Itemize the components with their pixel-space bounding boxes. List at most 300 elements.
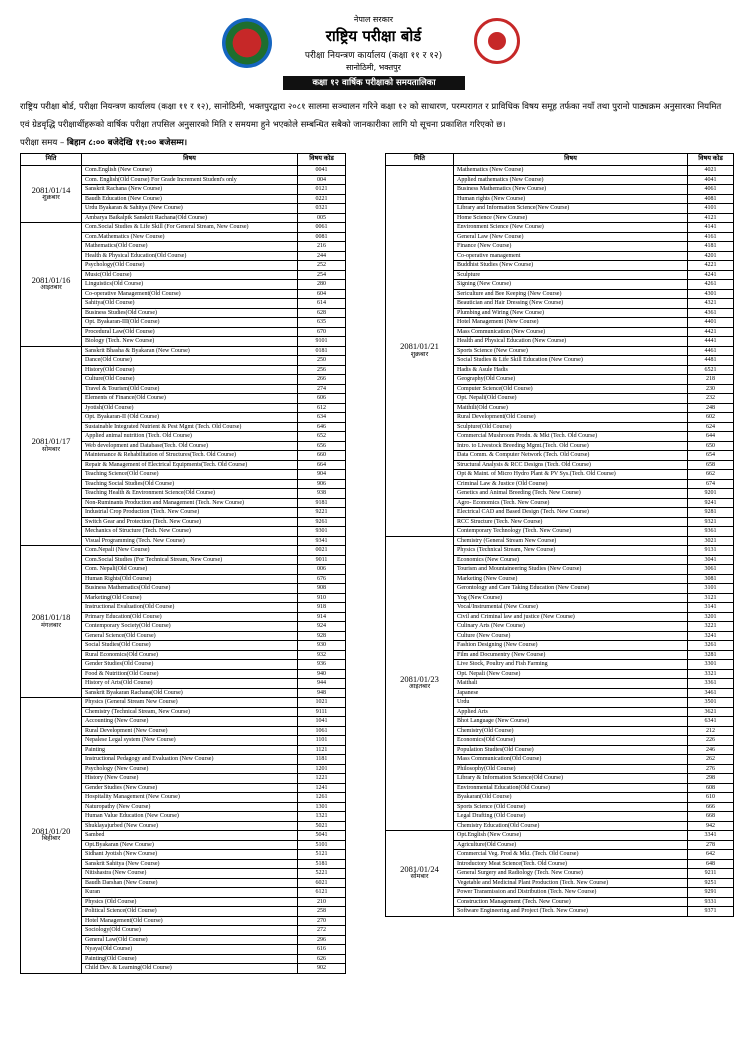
subject-code-cell: 5121: [298, 850, 346, 860]
subject-code-cell: 642: [688, 850, 734, 860]
subject-code-cell: 9371: [688, 907, 734, 917]
subject-cell: Com.Nepali (New Course): [82, 546, 298, 556]
subject-code-cell: 602: [688, 413, 734, 423]
subject-cell: Painting: [82, 745, 298, 755]
subject-code-cell: 674: [688, 479, 734, 489]
subject-code-cell: 606: [298, 394, 346, 404]
subject-cell: Sociology(Old Course): [82, 926, 298, 936]
subject-code-cell: 635: [298, 318, 346, 328]
subject-cell: Software Engineering and Project (Tech. New Course): [454, 907, 688, 917]
exam-date: 2081/01/20: [31, 825, 71, 836]
subject-code-cell: 4241: [688, 270, 734, 280]
subject-cell: Structural Analysis & RCC Designs (Tech. Old Course): [454, 460, 688, 470]
subject-cell: Dance(Old Course): [82, 356, 298, 366]
subject-code-cell: 298: [688, 774, 734, 784]
subject-code-cell: 1061: [298, 726, 346, 736]
subject-cell: Nepalese Legal system (New Course): [82, 736, 298, 746]
subject-code-cell: 608: [688, 783, 734, 793]
subject-cell: Beautician and Hair Dressing (New Course): [454, 299, 688, 309]
subject-cell: Business Studies(Old Course): [82, 308, 298, 318]
subject-code-cell: 9221: [298, 508, 346, 518]
subject-cell: Applied mathematics (New Course): [454, 175, 688, 185]
subject-code-cell: 930: [298, 641, 346, 651]
subject-cell: Maintenance & Rehabilitation of Structures(Tech. Old Course): [82, 451, 298, 461]
subject-code-cell: 1261: [298, 793, 346, 803]
subject-code-cell: 3081: [688, 574, 734, 584]
col-date-header: मिति: [21, 154, 82, 166]
subject-code-cell: 4061: [688, 185, 734, 195]
subject-cell: Opt.English (New Course): [454, 831, 688, 841]
subject-code-cell: 938: [298, 489, 346, 499]
subject-cell: Chemistry(Old Course): [454, 726, 688, 736]
subject-code-cell: 0221: [298, 194, 346, 204]
exam-date: 2081/01/18: [31, 612, 71, 622]
subject-code-cell: 4101: [688, 204, 734, 214]
subject-cell: Byakaran(Old Course): [454, 793, 688, 803]
exam-date: 2081/01/14: [31, 184, 71, 195]
subject-cell: Repair & Management of Electrical Equipments(Tech. Old Course): [82, 460, 298, 470]
subject-cell: Intro. to Livestock Breeding Mgmt.(Tech. Old Course): [454, 441, 688, 451]
subject-cell: Switch Gear and Protection (Tech. New Course): [82, 517, 298, 527]
subject-code-cell: 256: [298, 365, 346, 375]
subject-code-cell: 6121: [298, 888, 346, 898]
office-address: सानोठिमी, भक्तपुर: [346, 63, 401, 72]
subject-code-cell: 652: [298, 432, 346, 442]
subject-code-cell: 006: [298, 565, 346, 575]
subject-cell: Sanskrit Bhasha & Byakaran (New Course): [82, 346, 298, 356]
subject-code-cell: 908: [298, 584, 346, 594]
subject-cell: Hotel Management(Old Course): [82, 916, 298, 926]
subject-cell: Human rights (New Course): [454, 194, 688, 204]
subject-cell: Film and Documentry (New Course): [454, 650, 688, 660]
subject-code-cell: 252: [298, 261, 346, 271]
subject-cell: Power Transmission and Distribution (Tech. New Course): [454, 888, 688, 898]
subject-cell: Opt.Byakaran (New Course): [82, 840, 298, 850]
subject-cell: Maithali: [454, 679, 688, 689]
subject-code-cell: 246: [688, 745, 734, 755]
subject-cell: Social Studies & Life Skill Education (New Course): [454, 356, 688, 366]
subject-code-cell: 9341: [298, 536, 346, 546]
subject-code-cell: 9211: [688, 869, 734, 879]
exam-time: [20, 137, 187, 148]
exam-day: आइतबार: [408, 683, 431, 691]
subject-cell: General Science(Old Course): [82, 631, 298, 641]
subject-code-cell: 004: [298, 175, 346, 185]
subject-code-cell: 1321: [298, 812, 346, 822]
subject-cell: Opt. Nepali (New Course): [454, 669, 688, 679]
subject-cell: Opt & Maint. of Micro Hydro Plant & PV Sys.(Tech. Old Course): [454, 470, 688, 480]
subject-code-cell: 670: [298, 327, 346, 337]
board-title: राष्ट्रिय परीक्षा बोर्ड: [325, 27, 422, 45]
subject-cell: Shuklayajurbed (New Course): [82, 821, 298, 831]
subject-cell: Opt. Nepali(Old Course): [454, 394, 688, 404]
subject-code-cell: 280: [298, 280, 346, 290]
subject-code-cell: 4221: [688, 261, 734, 271]
subject-code-cell: 9131: [688, 546, 734, 556]
exam-date: 2081/01/16: [31, 274, 71, 285]
subject-code-cell: 4481: [688, 356, 734, 366]
subject-code-cell: 4441: [688, 337, 734, 347]
subject-cell: Mathematics(Old Course): [82, 242, 298, 252]
subject-code-cell: 6021: [298, 878, 346, 888]
subject-cell: Jyotish(Old Course): [82, 403, 298, 413]
subject-code-cell: 248: [688, 403, 734, 413]
subject-cell: Psychology (New Course): [82, 764, 298, 774]
subject-cell: Sanskrit Sahitya (New Course): [82, 859, 298, 869]
subject-cell: Non-Ruminants Production and Management (Tech. New Course): [82, 498, 298, 508]
subject-cell: Physics (General Stream New Course): [82, 698, 298, 708]
subject-code-cell: 6521: [688, 365, 734, 375]
subject-code-cell: 646: [298, 422, 346, 432]
subject-cell: Contemporary Technology (Tech. New Course): [454, 527, 688, 537]
subject-cell: Bhot Language (New Course): [454, 717, 688, 727]
subject-cell: Baudh Darshan (New Course): [82, 878, 298, 888]
subject-cell: Sambed: [82, 831, 298, 841]
subject-code-cell: 250: [298, 356, 346, 366]
exam-date-cell: [386, 536, 454, 831]
notice-paragraph: राष्ट्रिय परीक्षा बोर्ड, परीक्षा नियन्त्रण कार्यालय (कक्षा ११ र १२), सानोठिमी, भक्तपुरद्वारा २०८१ सालमा सञ्चालन गरिने कक्षा १२ को साधारण, परम्परागत र प्राविधिक विषय समूह तर्फका नयाँ तथा पुरानो पाठ्यक्रम अनुसारका नियमित एवं ग्रेडवृद्धि परीक्षार्थीहरूको वार्षिक परीक्षा तपसिल अनुसारको मिति र समयमा हुने भएकोले सम्बन्धित सबैको जानकारीका लागि यो सूचना प्रकाशित गरिएको छ।: [20, 102, 722, 130]
subject-cell: Painting(Old Course): [82, 954, 298, 964]
subject-code-cell: 654: [688, 451, 734, 461]
subject-cell: Health & Physical Education(Old Course): [82, 251, 298, 261]
subject-code-cell: 1121: [298, 745, 346, 755]
subject-code-cell: 254: [298, 270, 346, 280]
subject-code-cell: 4081: [688, 194, 734, 204]
subject-cell: Primary Education(Old Course): [82, 612, 298, 622]
subject-code-cell: 4041: [688, 175, 734, 185]
subject-cell: Gender Studies(Old Course): [82, 660, 298, 670]
subject-code-cell: 644: [688, 432, 734, 442]
subject-code-cell: 4181: [688, 242, 734, 252]
subject-code-cell: 3281: [688, 650, 734, 660]
subject-code-cell: 9291: [688, 888, 734, 898]
subject-code-cell: 276: [688, 764, 734, 774]
subject-cell: Culture(Old Course): [82, 375, 298, 385]
subject-cell: Culinary Arts (New Course): [454, 622, 688, 632]
exam-date-cell: [21, 698, 82, 974]
subject-code-cell: 0121: [298, 185, 346, 195]
subject-code-cell: 1221: [298, 774, 346, 784]
subject-code-cell: 0041: [298, 166, 346, 176]
subject-cell: Agro- Economics (Tech. New Course): [454, 498, 688, 508]
subject-cell: Procedural Law(Old Course): [82, 327, 298, 337]
subject-cell: Computer Science(Old Course): [454, 384, 688, 394]
subject-cell: Library & Information Science(Old Course): [454, 774, 688, 784]
subject-code-cell: 0181: [298, 346, 346, 356]
subject-code-cell: 942: [688, 821, 734, 831]
subject-code-cell: 4321: [688, 299, 734, 309]
subject-code-cell: 5221: [298, 869, 346, 879]
subject-code-cell: 914: [298, 612, 346, 622]
table-row: [386, 166, 734, 176]
subject-cell: General Surgery and Radiology (Tech. New Course): [454, 869, 688, 879]
table-row: [386, 536, 734, 546]
exam-day: बिहीबार: [41, 835, 61, 843]
subject-code-cell: 940: [298, 669, 346, 679]
subject-code-cell: 906: [298, 479, 346, 489]
subject-code-cell: 3461: [688, 688, 734, 698]
subject-cell: Com. Nepali(Old Course): [82, 565, 298, 575]
subject-cell: RCC Structure (Tech. New Course): [454, 517, 688, 527]
subject-cell: Commercial Mushroom Prodn. & Mkt (Tech. Old Course): [454, 432, 688, 442]
exam-date-cell: [386, 831, 454, 917]
subject-code-cell: 4201: [688, 251, 734, 261]
subject-cell: Applied animal nutrition (Tech. Old Course): [82, 432, 298, 442]
subject-cell: Business Mathematics (New Course): [454, 185, 688, 195]
subject-code-cell: 604: [298, 289, 346, 299]
subject-code-cell: 3121: [688, 593, 734, 603]
subject-cell: Maithili(Old Course): [454, 403, 688, 413]
subject-code-cell: 272: [298, 926, 346, 936]
subject-code-cell: 936: [298, 660, 346, 670]
exam-day: शुक्रबार: [410, 350, 429, 358]
subject-code-cell: 928: [298, 631, 346, 641]
subject-code-cell: 658: [688, 460, 734, 470]
subject-cell: Kuran: [82, 888, 298, 898]
subject-code-cell: 296: [298, 935, 346, 945]
subject-cell: Social Studies(Old Course): [82, 641, 298, 651]
office-name: परीक्षा नियन्त्रण कार्यालय (कक्षा ११ र १२): [304, 51, 443, 61]
subject-code-cell: 212: [688, 726, 734, 736]
subject-cell: Contemporary Society(Old Course): [82, 622, 298, 632]
subject-cell: Geography(Old Course): [454, 375, 688, 385]
subject-code-cell: 614: [298, 299, 346, 309]
subject-code-cell: 0321: [298, 204, 346, 214]
subject-code-cell: 628: [298, 308, 346, 318]
subject-code-cell: 650: [688, 441, 734, 451]
subject-code-cell: 904: [298, 470, 346, 480]
subject-cell: Genetics and Animal Breeding (Tech. New Course): [454, 489, 688, 499]
subject-code-cell: 9181: [298, 498, 346, 508]
subject-code-cell: 648: [688, 859, 734, 869]
exam-day: शुक्रबार: [42, 194, 60, 201]
subject-code-cell: 3261: [688, 641, 734, 651]
subject-code-cell: 5021: [298, 821, 346, 831]
subject-code-cell: 258: [298, 907, 346, 917]
subject-cell: General Law (New Course): [454, 232, 688, 242]
subject-code-cell: 9321: [688, 517, 734, 527]
subject-cell: Marketing(Old Course): [82, 593, 298, 603]
subject-code-cell: 1301: [298, 802, 346, 812]
subject-cell: Economics (New Course): [454, 555, 688, 565]
subject-cell: Com.Social Studies (For Technical Stream, New Course): [82, 555, 298, 565]
subject-cell: Biology (Tech. New Course): [82, 337, 298, 347]
col-code-header: विषय कोड: [688, 154, 734, 166]
subject-code-cell: 4141: [688, 223, 734, 233]
subject-code-cell: 1201: [298, 764, 346, 774]
subject-code-cell: 1101: [298, 736, 346, 746]
subject-cell: Criminal Law & Justice (Old Course): [454, 479, 688, 489]
subject-cell: Rural Development (New Course): [82, 726, 298, 736]
subject-code-cell: 3201: [688, 612, 734, 622]
subject-code-cell: 230: [688, 384, 734, 394]
subject-code-cell: 3061: [688, 565, 734, 575]
table-row: [21, 698, 346, 708]
subject-code-cell: 270: [298, 916, 346, 926]
exam-date: 2081/01/21: [400, 341, 439, 352]
subject-cell: Introductory Meat Science(Tech. Old Course): [454, 859, 688, 869]
subject-cell: Sanskrit Byakaran Rachana(Old Course): [82, 688, 298, 698]
subject-code-cell: 626: [298, 954, 346, 964]
subject-cell: Co-operative management: [454, 251, 688, 261]
subject-code-cell: 218: [688, 375, 734, 385]
subject-code-cell: 924: [298, 622, 346, 632]
subject-cell: Teaching Health & Environment Science(Old Course): [82, 489, 298, 499]
subject-code-cell: 3361: [688, 679, 734, 689]
subject-code-cell: 1181: [298, 755, 346, 765]
subject-code-cell: 278: [688, 840, 734, 850]
col-subject-header: विषय: [82, 154, 298, 166]
subject-cell: Live Stock, Poultry and Fish Farming: [454, 660, 688, 670]
subject-cell: Marketing (New Course): [454, 574, 688, 584]
table-header-row: [386, 154, 734, 166]
subject-code-cell: 4301: [688, 289, 734, 299]
subject-cell: Teaching Science(Old Course): [82, 470, 298, 480]
table-row: [21, 166, 346, 176]
subject-code-cell: 668: [688, 812, 734, 822]
schedule-title: कक्षा १२ वार्षिक परीक्षाको समयतालिका: [283, 76, 465, 90]
subject-code-cell: 918: [298, 603, 346, 613]
subject-code-cell: 5041: [298, 831, 346, 841]
subject-code-cell: 244: [298, 251, 346, 261]
table-row: [21, 546, 346, 556]
subject-cell: Instructional Evaluation(Old Course): [82, 603, 298, 613]
subject-code-cell: 5181: [298, 859, 346, 869]
government-label: नेपाल सरकार: [353, 15, 394, 24]
subject-code-cell: 5101: [298, 840, 346, 850]
subject-cell: Com.English (New Course): [82, 166, 298, 176]
subject-code-cell: 6341: [688, 717, 734, 727]
subject-cell: Physics (Old Course): [82, 897, 298, 907]
subject-code-cell: 274: [298, 384, 346, 394]
subject-cell: Sidhant Jyotish (New Course): [82, 850, 298, 860]
subject-code-cell: 0021: [298, 546, 346, 556]
subject-code-cell: 3101: [688, 584, 734, 594]
subject-code-cell: 634: [298, 413, 346, 423]
subject-code-cell: 3021: [688, 536, 734, 546]
subject-code-cell: 0061: [298, 223, 346, 233]
subject-code-cell: 210: [298, 897, 346, 907]
subject-cell: Fashion Designing (New Course): [454, 641, 688, 651]
subject-cell: Sports Science (Old Course): [454, 802, 688, 812]
subject-code-cell: 4421: [688, 327, 734, 337]
subject-cell: Sahitya(Old Course): [82, 299, 298, 309]
subject-cell: Legal Drafting (Old Course): [454, 812, 688, 822]
subject-code-cell: 3141: [688, 603, 734, 613]
subject-cell: Library and Information Science(New Course): [454, 204, 688, 214]
subject-cell: Accounting (New Course): [82, 717, 298, 727]
subject-code-cell: 3301: [688, 660, 734, 670]
subject-cell: Environmental Education(Old Course): [454, 783, 688, 793]
subject-code-cell: 3501: [688, 698, 734, 708]
subject-code-cell: 9201: [688, 489, 734, 499]
subject-cell: Mechanics of Structure (Tech. New Course): [82, 527, 298, 537]
subject-cell: Urdu Byakaran & Sahitya (New Course): [82, 204, 298, 214]
subject-code-cell: 4461: [688, 346, 734, 356]
subject-cell: Vegetable and Medicinal Plant Production (Tech. New Course): [454, 878, 688, 888]
subject-cell: Web development and Database(Tech. Old Course): [82, 441, 298, 451]
subject-code-cell: 4021: [688, 166, 734, 176]
subject-code-cell: 902: [298, 964, 346, 974]
exam-date-cell: [21, 546, 82, 698]
subject-cell: Environment Science (New Course): [454, 223, 688, 233]
page-header: [0, 0, 747, 95]
subject-cell: Mathematics (New Course): [454, 166, 688, 176]
exam-day: सोमबार: [41, 445, 61, 453]
subject-code-cell: 005: [298, 213, 346, 223]
subject-code-cell: 9111: [298, 707, 346, 717]
subject-code-cell: 3241: [688, 631, 734, 641]
subject-cell: Com.Mathematics (New Course): [82, 232, 298, 242]
exam-date: 2081/01/23: [400, 673, 439, 684]
subject-code-cell: 944: [298, 679, 346, 689]
exam-date-cell: [21, 166, 82, 223]
schedule-table-right: [385, 153, 734, 917]
table-row: [386, 831, 734, 841]
subject-code-cell: 4161: [688, 232, 734, 242]
subject-cell: Naturopathy (New Course): [82, 802, 298, 812]
subject-code-cell: 9301: [298, 527, 346, 537]
subject-cell: Applied Arts: [454, 707, 688, 717]
subject-code-cell: 9101: [298, 337, 346, 347]
subject-cell: Business Mathematics(Old Course): [82, 584, 298, 594]
table-row: [21, 346, 346, 356]
subject-cell: Chemistry (Technical Stream, New Course): [82, 707, 298, 717]
subject-code-cell: 662: [688, 470, 734, 480]
subject-code-cell: 910: [298, 593, 346, 603]
subject-code-cell: 4361: [688, 308, 734, 318]
subject-code-cell: 656: [298, 441, 346, 451]
subject-code-cell: 216: [298, 242, 346, 252]
subject-code-cell: 9241: [688, 498, 734, 508]
subject-cell: Urdu: [454, 698, 688, 708]
subject-code-cell: 4121: [688, 213, 734, 223]
subject-cell: Visual Programming (Tech. New Course): [82, 536, 298, 546]
subject-code-cell: 1241: [298, 783, 346, 793]
subject-cell: Commercial Veg. Prod & Mkt. (Tech. Old Course): [454, 850, 688, 860]
subject-code-cell: 660: [298, 451, 346, 461]
subject-code-cell: 9261: [298, 517, 346, 527]
subject-cell: Human Rights(Old Course): [82, 574, 298, 584]
subject-cell: Chemistry Education(Old Course): [454, 821, 688, 831]
subject-cell: Rural Economics(Old Course): [82, 650, 298, 660]
subject-code-cell: 1021: [298, 698, 346, 708]
subject-cell: Plumbing and Wiring (New Course): [454, 308, 688, 318]
subject-code-cell: 932: [298, 650, 346, 660]
col-date-header: मिति: [386, 154, 454, 166]
subject-cell: Psychology(Old Course): [82, 261, 298, 271]
subject-cell: Opt. Byakaran-III(Old Course): [82, 318, 298, 328]
schedule-table-left: [20, 153, 346, 974]
subject-cell: Opt. Byakaran-II (Old Course): [82, 413, 298, 423]
col-subject-header: विषय: [454, 154, 688, 166]
subject-code-cell: 266: [298, 375, 346, 385]
subject-code-cell: 4261: [688, 280, 734, 290]
subject-cell: Philosophy(Old Course): [454, 764, 688, 774]
subject-code-cell: 664: [298, 460, 346, 470]
subject-cell: Sanskrit Rachana (New Course): [82, 185, 298, 195]
subject-cell: Chemistry (General Stream New Course): [454, 536, 688, 546]
subject-cell: Finance (New Course): [454, 242, 688, 252]
subject-cell: Com. English(Old Course) For Grade Increment Student's only: [82, 175, 298, 185]
subject-cell: Instructional Pedagogy and Evaluation (New Course): [82, 755, 298, 765]
subject-code-cell: 4401: [688, 318, 734, 328]
subject-cell: Linguistics(Old Course): [82, 280, 298, 290]
subject-cell: Human Value Education (New Course): [82, 812, 298, 822]
subject-cell: Ambarya Baikalpik Sanskrit Rachana(Old Course): [82, 213, 298, 223]
subject-cell: General Law(Old Course): [82, 935, 298, 945]
subject-cell: Rural Development(Old Course): [454, 413, 688, 423]
